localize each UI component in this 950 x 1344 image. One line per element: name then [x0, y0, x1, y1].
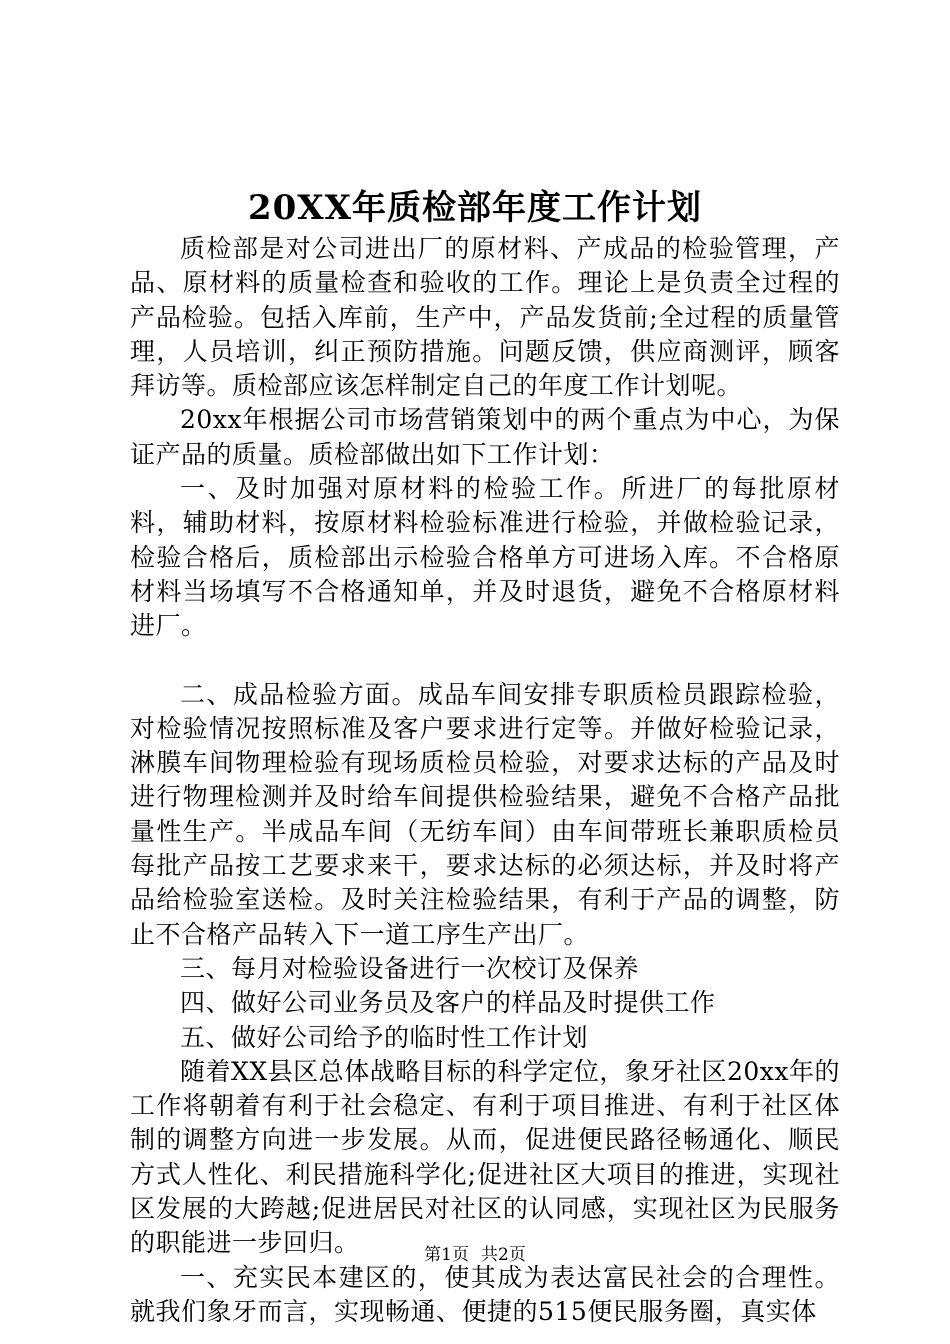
paragraph-item-2: 二、成品检验方面。成品车间安排专职质检员跟踪检验，对检验情况按照标准及客户要求进行定等。并做好检验记录，淋膜车间物理检验有现场质检员检验，对要求达标的产品及时进行物理检测并及时给车间提供检验结果，避免不合格产品批量性生产。半成品车间（无纺车间）由车间带班长兼职质检员每批产品按工艺要求来干，要求达标的必须达标，并及时将产品给检验室送检。及时关注检验结果，有利于产品的调整，防止不合格产品转入下一道工序生产出厂。 — [130, 679, 840, 949]
paragraph-item-3: 三、每月对检验设备进行一次校订及保养 — [180, 953, 640, 983]
paragraph-item-4: 四、做好公司业务员及客户的样品及时提供工作 — [180, 988, 716, 1018]
page-footer — [0, 1243, 950, 1267]
document-body — [130, 232, 840, 1329]
document-title: 20XX年质检部年度工作计划 — [247, 188, 703, 228]
paragraph-community: 随着XX县区总体战略目标的科学定位，象牙社区20xx年的工作将朝着有利于社会稳定、有利于项目推进、有利于社区体制的调整方向进一步发展。从而，促进便民路径畅通化、顺民方式人性化、利民措施科学化;促进社区大项目的推进，实现社区发展的大跨越;促进居民对社区的认同感，实现社区为民服务的职能进一步回归。 — [130, 1056, 840, 1258]
paragraph-community-item-1: 一、充实民本建区的，使其成为表达富民社会的合理性。就我们象牙而言，实现畅通、便捷的515便民服务圈，真实体 — [130, 1262, 840, 1326]
paragraph-intro: 质检部是对公司进出厂的原材料、产成品的检验管理，产品、原材料的质量检查和验收的工作。理论上是负责全过程的产品检验。包括入库前，生产中，产品发货前;全过程的质量管理，人员培训，纠正预防措施。问题反馈，供应商测评，顾客拜访等。质检部应该怎样制定自己的年度工作计划呢。 — [130, 234, 840, 401]
paragraph-item-5: 五、做好公司给予的临时性工作计划 — [180, 1022, 589, 1052]
paragraph-plan-lead: 20xx年根据公司市场营销策划中的两个重点为中心，为保证产品的质量。质检部做出如下工作计划： — [130, 405, 840, 469]
page-number-total: 共2页 — [481, 1245, 526, 1265]
paragraph-item-1: 一、及时加强对原材料的检验工作。所进厂的每批原材料，辅助材料，按原材料检验标准进行检验，并做检验记录，检验合格后，质检部出示检验合格单方可进场入库。不合格原材料当场填写不合格通知单，并及时退货，避免不合格原材料进厂。 — [130, 474, 840, 641]
page-number-current: 第1页 — [424, 1245, 469, 1265]
